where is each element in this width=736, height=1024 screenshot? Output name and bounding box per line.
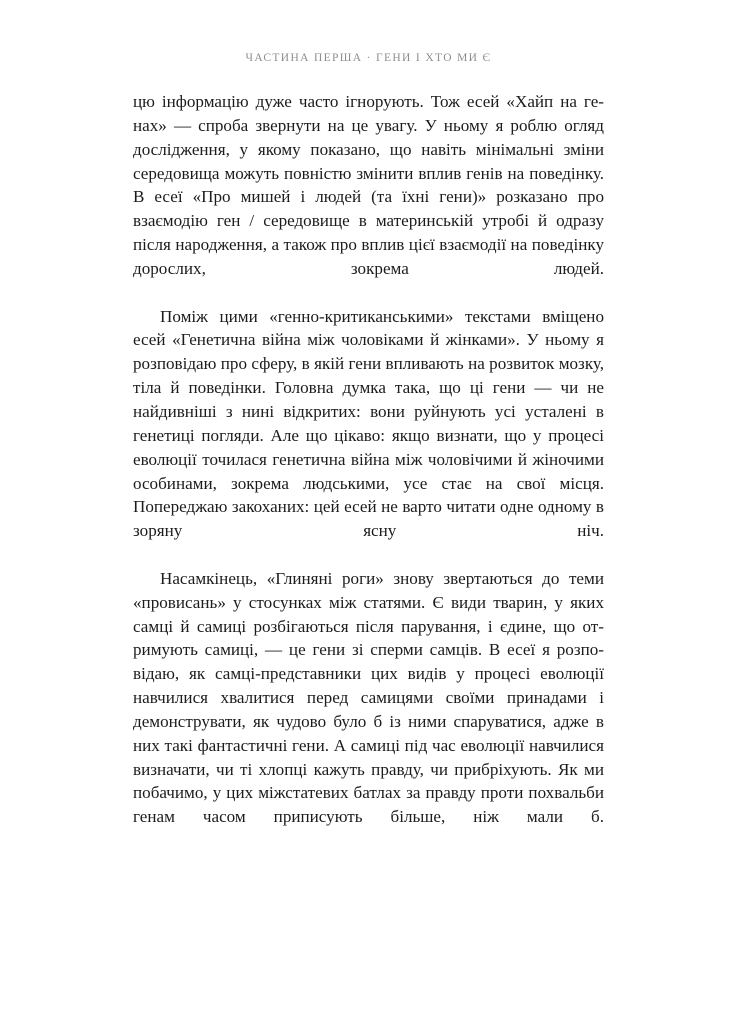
body-text-block	[133, 90, 604, 853]
paragraph: Насамкінець, «Глиняні роги» знову звертаються до теми «провисань» у стосунках між статями. Є види тварин, у яких самці й самиці розбігаються після парування, і єдине, що отримують самиці, — це гени зі сперми самців. В есеї я розповідаю, як самці-представники цих видів у процесі еволюції навчилися хвалитися перед самицями своїми принадами і демонструвати, як чудово було б із ними спаруватися, адже в них такі фантастичні гени. А самиці під час еволюції навчилися визначати, чи ті хлопці кажуть правду, чи прибріхують. Як ми побачимо, у цих міжстатевих батлах за правду проти похвальби генам часом приписують більше, ніж мали б.	[133, 568, 604, 827]
running-head: ЧАСТИНА ПЕРША · ГЕНИ І ХТО МИ Є	[245, 52, 492, 64]
paragraph: Поміж цими «генно-критиканськими» текстами вміщено есей «Генетична війна між чоловіками й жінками». У ньому я розповідаю про сферу, в якій гени впливають на розвиток мозку, тіла й поведінки. Головна думка така, що ці гени — чи не найдивніші з нині відкритих: вони руйнують усі усталені в генетиці погляди. Але що цікаво: якщо визнати, що у процесі еволюції точилася генетична війна між чоловічими й жіночими особинами, зокрема людськими, усе стає на свої місця. Попереджаю закоханих: цей есей не варто читати одне одному в зоряну ясну ніч.	[133, 306, 604, 541]
paragraph: цю інформацію дуже часто ігнорують. Тож есей «Хайп на генах» — спроба звернути на це увагу. У ньому я роблю огляд дослідження, у якому показано, що навіть мінімальні зміни середовища можуть повністю змінити вплив генів на поведінку. В есеї «Про мишей і людей (та їхні гени)» розказано про взаємодію ген / середовище в материнській утробі й одразу після народження, а також про вплив цієї взаємодії на поведінку дорослих, зокрема людей.	[133, 92, 604, 278]
